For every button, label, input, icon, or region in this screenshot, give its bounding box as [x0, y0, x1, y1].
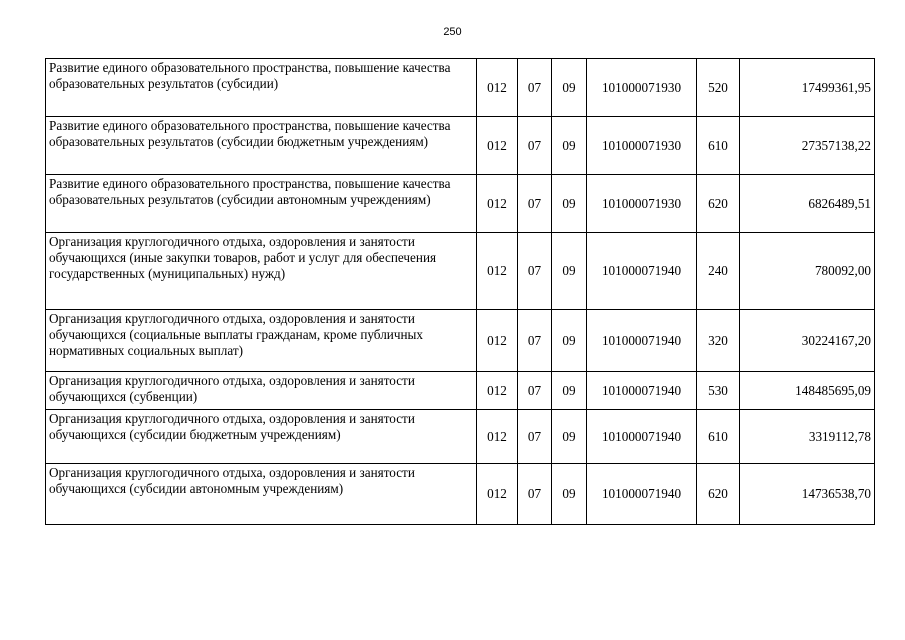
- row-subsection-code: 09: [552, 233, 587, 310]
- row-section-code: 07: [518, 117, 552, 175]
- row-section-code: 07: [518, 59, 552, 117]
- row-target-article: 101000071930: [587, 175, 697, 233]
- row-expense-type: 620: [697, 464, 740, 525]
- row-section-code: 07: [518, 464, 552, 525]
- row-ministry-code: 012: [477, 59, 518, 117]
- row-target-article: 101000071930: [587, 117, 697, 175]
- table-row: [46, 310, 875, 372]
- row-description: Развитие единого образовательного пространства, повышение качества образовательных результатов (субсидии): [46, 59, 477, 117]
- row-subsection-code: 09: [552, 59, 587, 117]
- row-expense-type: 620: [697, 175, 740, 233]
- row-amount: 14736538,70: [740, 464, 875, 525]
- row-target-article: 101000071940: [587, 233, 697, 310]
- row-description: Организация круглогодичного отдыха, оздоровления и занятости обучающихся (социальные выплаты гражданам, кроме публичных нормативных социальных выплат): [46, 310, 477, 372]
- row-section-code: 07: [518, 372, 552, 410]
- row-expense-type: 240: [697, 233, 740, 310]
- row-subsection-code: 09: [552, 310, 587, 372]
- row-description: Организация круглогодичного отдыха, оздоровления и занятости обучающихся (субсидии бюджетным учреждениям): [46, 410, 477, 464]
- table-row: [46, 410, 875, 464]
- row-subsection-code: 09: [552, 117, 587, 175]
- row-subsection-code: 09: [552, 372, 587, 410]
- row-ministry-code: 012: [477, 233, 518, 310]
- row-amount: 3319112,78: [740, 410, 875, 464]
- row-ministry-code: 012: [477, 372, 518, 410]
- row-section-code: 07: [518, 310, 552, 372]
- table-row: [46, 117, 875, 175]
- row-subsection-code: 09: [552, 175, 587, 233]
- table-row: [46, 175, 875, 233]
- row-description: Организация круглогодичного отдыха, оздоровления и занятости обучающихся (иные закупки товаров, работ и услуг для обеспечения государственных (муниципальных) нужд): [46, 233, 477, 310]
- row-amount: 148485695,09: [740, 372, 875, 410]
- row-target-article: 101000071940: [587, 310, 697, 372]
- row-amount: 780092,00: [740, 233, 875, 310]
- row-ministry-code: 012: [477, 175, 518, 233]
- row-section-code: 07: [518, 233, 552, 310]
- row-description: Развитие единого образовательного пространства, повышение качества образовательных результатов (субсидии автономным учреждениям): [46, 175, 477, 233]
- row-expense-type: 320: [697, 310, 740, 372]
- page-number: 250: [443, 26, 462, 38]
- row-subsection-code: 09: [552, 464, 587, 525]
- table-row: [46, 59, 875, 117]
- row-expense-type: 610: [697, 117, 740, 175]
- row-target-article: 101000071940: [587, 464, 697, 525]
- row-expense-type: 610: [697, 410, 740, 464]
- row-target-article: 101000071940: [587, 372, 697, 410]
- row-amount: 30224167,20: [740, 310, 875, 372]
- row-description: Организация круглогодичного отдыха, оздоровления и занятости обучающихся (субвенции): [46, 372, 477, 410]
- row-target-article: 101000071940: [587, 410, 697, 464]
- row-target-article: 101000071930: [587, 59, 697, 117]
- table-row: [46, 464, 875, 525]
- row-ministry-code: 012: [477, 464, 518, 525]
- row-ministry-code: 012: [477, 117, 518, 175]
- table-row: [46, 233, 875, 310]
- row-subsection-code: 09: [552, 410, 587, 464]
- table-row: [46, 372, 875, 410]
- row-description: Организация круглогодичного отдыха, оздоровления и занятости обучающихся (субсидии автономным учреждениям): [46, 464, 477, 525]
- row-amount: 27357138,22: [740, 117, 875, 175]
- row-ministry-code: 012: [477, 410, 518, 464]
- row-amount: 6826489,51: [740, 175, 875, 233]
- budget-table: [45, 58, 875, 525]
- row-expense-type: 520: [697, 59, 740, 117]
- row-expense-type: 530: [697, 372, 740, 410]
- row-amount: 17499361,95: [740, 59, 875, 117]
- row-ministry-code: 012: [477, 310, 518, 372]
- row-section-code: 07: [518, 410, 552, 464]
- row-description: Развитие единого образовательного пространства, повышение качества образовательных результатов (субсидии бюджетным учреждениям): [46, 117, 477, 175]
- row-section-code: 07: [518, 175, 552, 233]
